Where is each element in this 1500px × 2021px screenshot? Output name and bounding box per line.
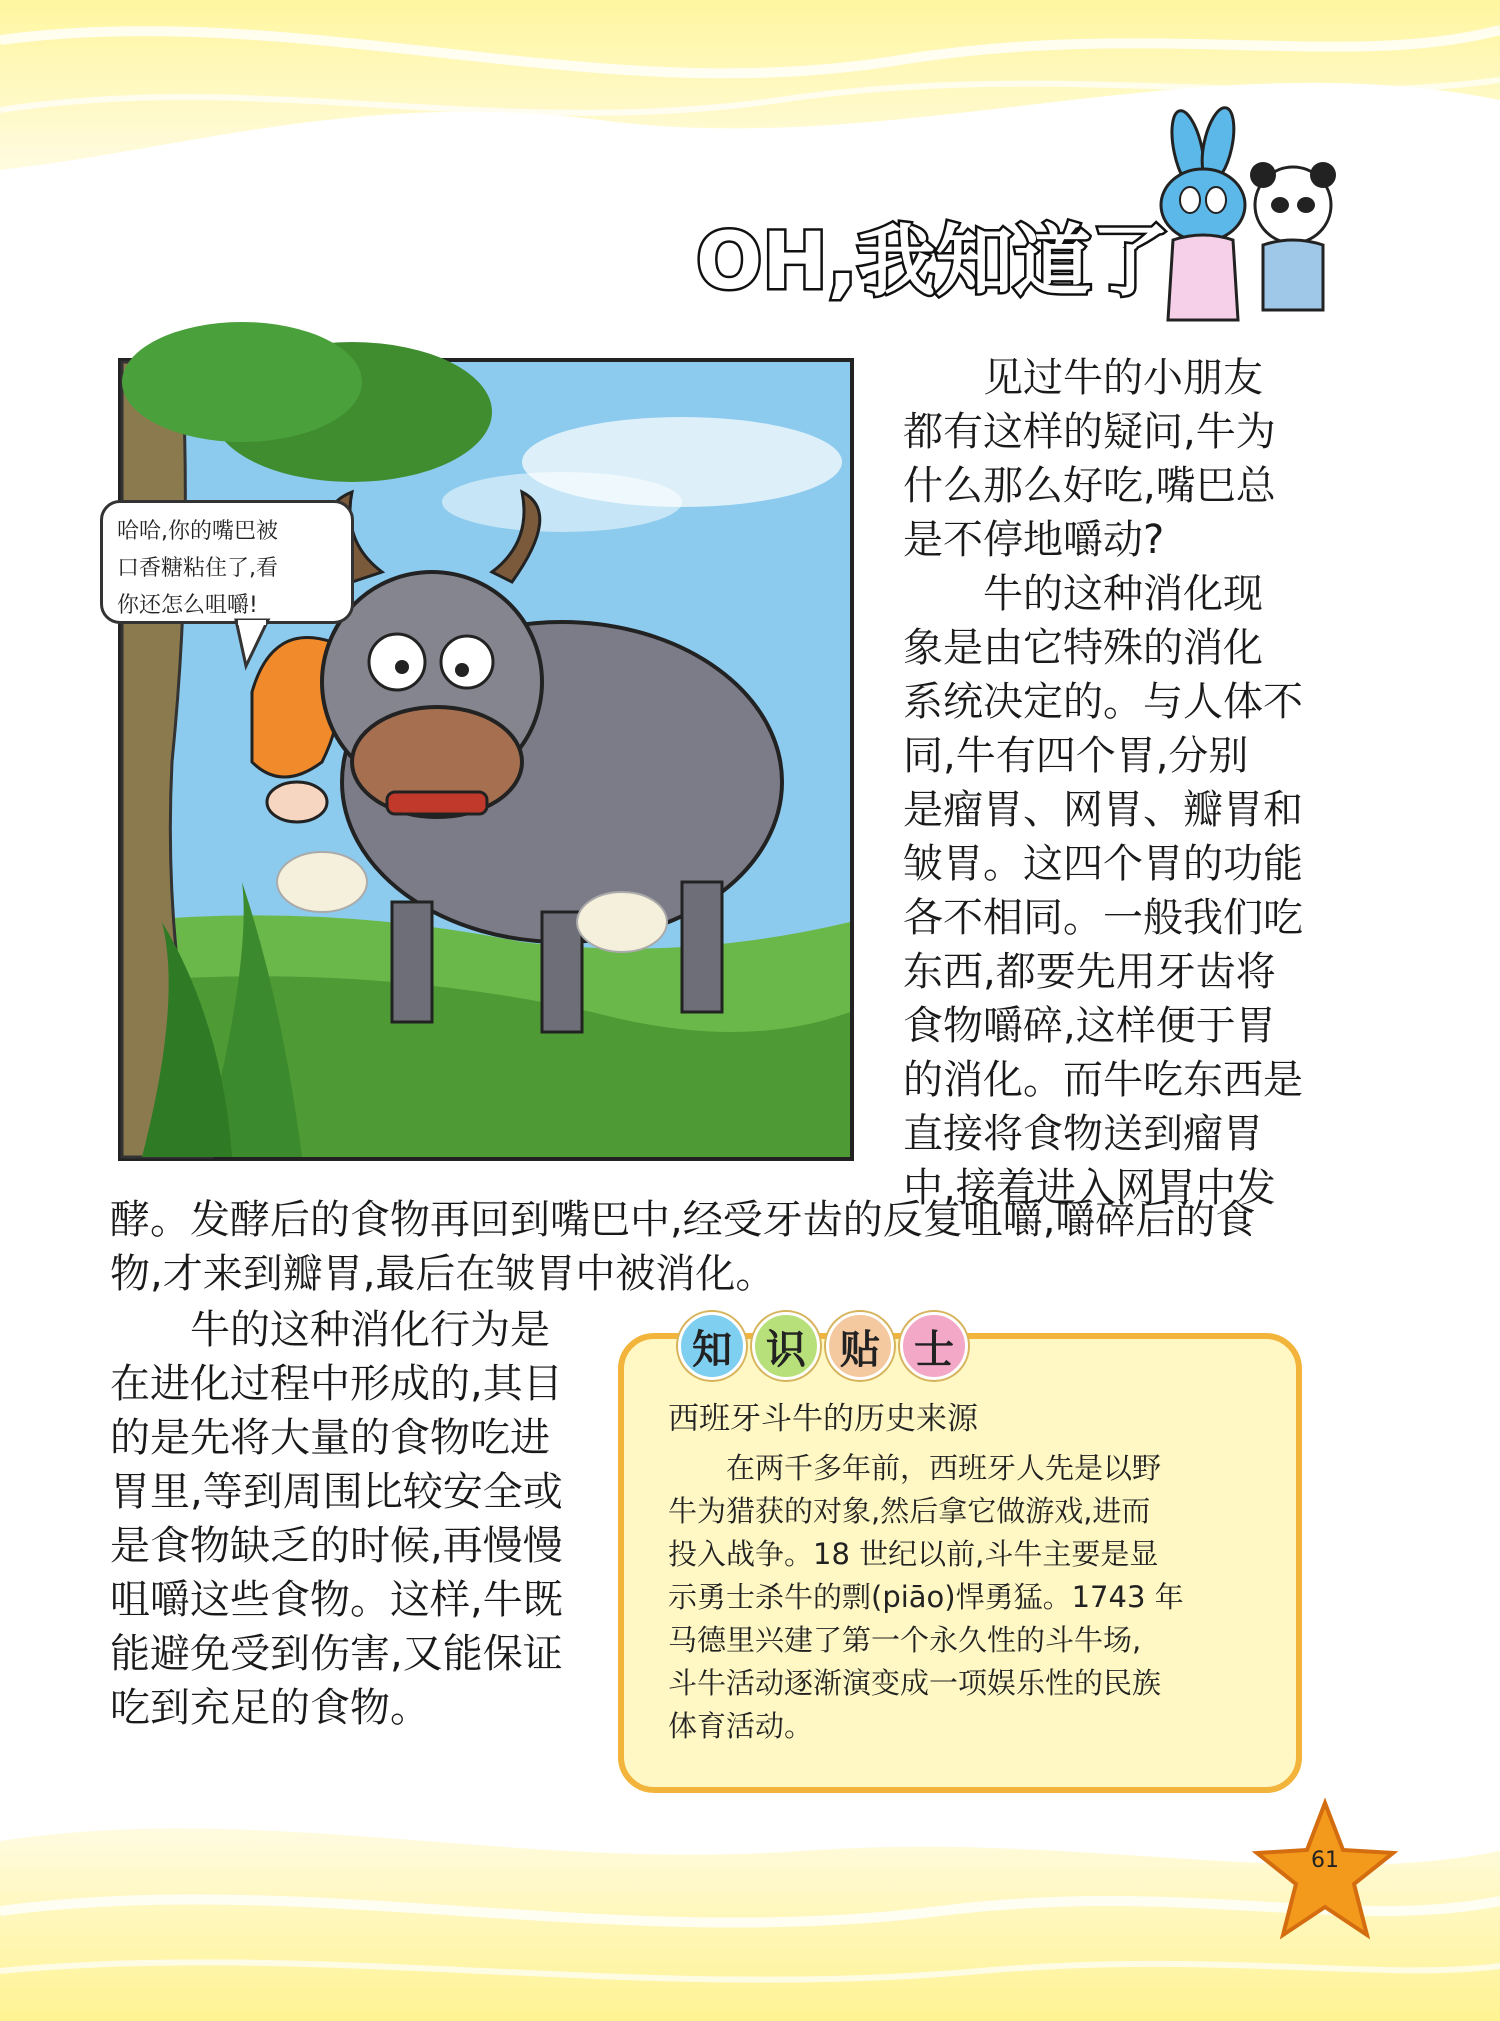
tip-line: 投入战争。18 世纪以前,斗牛主要是显: [668, 1537, 1159, 1571]
paragraph-line: 象是由它特殊的消化: [903, 625, 1263, 671]
paragraph-line: 咀嚼这些食物。这样,牛既: [110, 1577, 563, 1623]
speech-bubble-tail: [232, 620, 272, 668]
paragraph-line: 在进化过程中形成的,其目: [110, 1361, 563, 1407]
paragraph-line: 皱胃。这四个胃的功能: [903, 841, 1303, 887]
header-title: OH,我知道了: [696, 217, 1170, 307]
tip-heading: 西班牙斗牛的历史来源: [668, 1401, 978, 1437]
paragraph-line: 吃到充足的食物。: [110, 1685, 430, 1731]
speech-bubble: [100, 500, 354, 624]
paragraph-line: 是食物缺乏的时候,再慢慢: [110, 1523, 563, 1569]
tip-title-char: 士: [900, 1312, 968, 1380]
tip-line: 斗牛活动逐渐演变成一项娱乐性的民族: [668, 1666, 1162, 1700]
tip-line: 体育活动。: [668, 1709, 814, 1743]
tip-title-char: 贴: [826, 1312, 894, 1380]
paragraph-line: 同,牛有四个胃,分别: [903, 733, 1249, 779]
paragraph-line: 胃里,等到周围比较安全或: [110, 1469, 563, 1515]
tip-title-char: 知: [678, 1312, 746, 1380]
paragraph-line: 系统决定的。与人体不: [903, 679, 1303, 725]
paragraph-line: 是瘤胃、网胃、瓣胃和: [903, 787, 1303, 833]
comic-panel: [118, 358, 854, 1161]
paragraph-line: 各不相同。一般我们吃: [903, 895, 1303, 941]
paragraph-line: 能避免受到伤害,又能保证: [110, 1631, 563, 1677]
paragraph-line: 中,接着进入网胃中发: [903, 1165, 1276, 1211]
paragraph-line: 牛的这种消化现: [903, 571, 1263, 617]
paragraph-line: 牛的这种消化行为是: [110, 1307, 550, 1353]
page-number: 61: [1311, 1848, 1339, 1873]
tip-title-char: 识: [752, 1312, 820, 1380]
paragraph-line: 直接将食物送到瘤胃: [903, 1111, 1263, 1157]
tip-line: 马德里兴建了第一个永久性的斗牛场,: [668, 1623, 1142, 1657]
speech-line: 你还怎么咀嚼!: [117, 593, 258, 618]
tip-line: 在两千多年前，西班牙人先是以野: [668, 1451, 1162, 1485]
speech-line: 哈哈,你的嘴巴被: [117, 519, 278, 544]
tip-line: 示勇士杀牛的剽(piāo)悍勇猛。1743 年: [668, 1580, 1184, 1614]
mascots-illustration: [1118, 110, 1348, 340]
tip-line: 牛为猎获的对象,然后拿它做游戏,进而: [668, 1494, 1151, 1528]
paragraph-line: 的消化。而牛吃东西是: [903, 1057, 1303, 1103]
paragraph-line: 物,才来到瓣胃,最后在皱胃中被消化。: [110, 1251, 776, 1297]
paragraph-line: 都有这样的疑问,牛为: [903, 409, 1276, 455]
paragraph-line: 的是先将大量的食物吃进: [110, 1415, 550, 1461]
paragraph-line: 什么那么好吃,嘴巴总: [903, 463, 1276, 509]
paragraph-line: 东西,都要先用牙齿将: [903, 949, 1276, 995]
knowledge-tip-title: [678, 1312, 968, 1392]
speech-line: 口香糖粘住了,看: [117, 556, 278, 581]
paragraph-line: 见过牛的小朋友: [903, 355, 1263, 401]
comic-illustration: [122, 362, 850, 1157]
paragraph-line: 酵。发酵后的食物再回到嘴巴中,经受牙齿的反复咀嚼,嚼碎后的食: [110, 1197, 1256, 1243]
paragraph-line: 食物嚼碎,这样便于胃: [903, 1003, 1276, 1049]
paragraph-line: 是不停地嚼动?: [903, 517, 1165, 563]
header-logo: [688, 208, 1170, 308]
